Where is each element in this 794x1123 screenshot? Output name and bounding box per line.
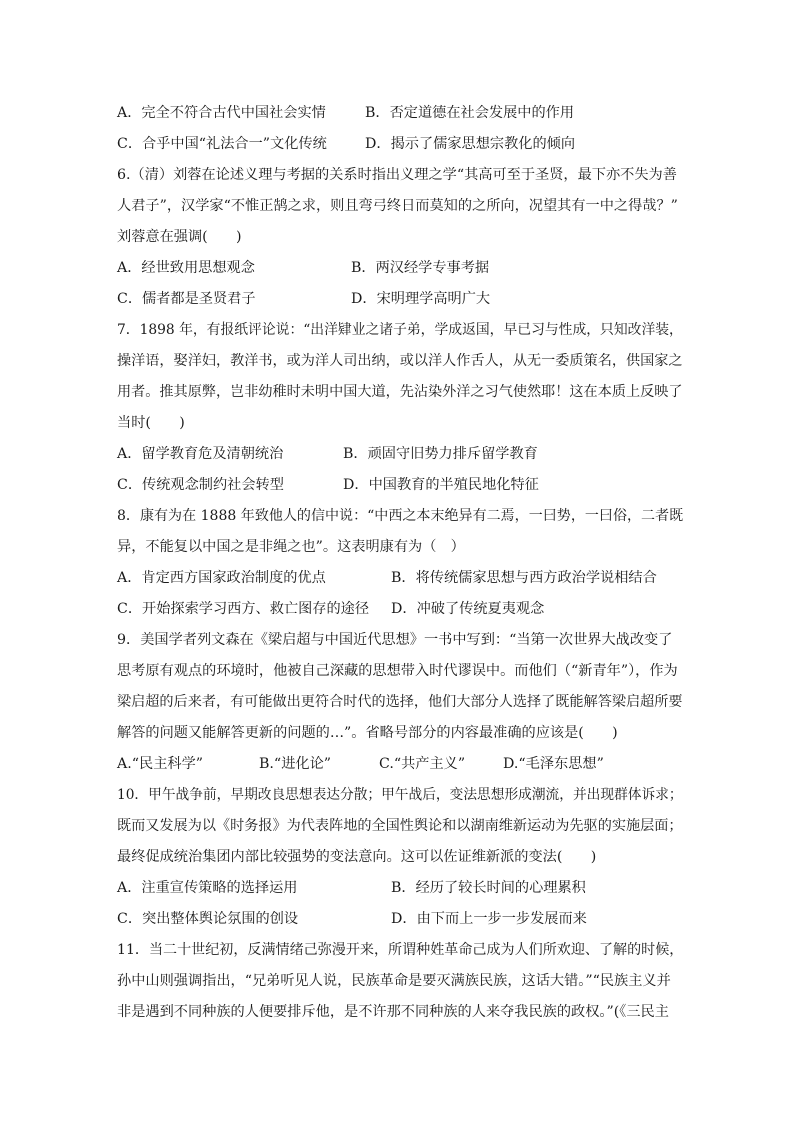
- option-a[interactable]: A．经世致用思想观念: [117, 260, 255, 276]
- option-c[interactable]: C．儒者都是圣贤君子: [117, 291, 256, 307]
- question-stem-line: 思考原有观点的环境时，他被自己深藏的思想带入时代谬误中。而他们（“新青年”），作为: [117, 663, 678, 679]
- option-b[interactable]: B．顽固守旧势力排斥留学教育: [343, 446, 538, 462]
- option-c[interactable]: C．传统观念制约社会转型: [117, 477, 284, 493]
- option-d[interactable]: D．揭示了儒家思想宗教化的倾向: [365, 136, 576, 152]
- option-b[interactable]: B．将传统儒家思想与西方政治学说相结合: [391, 570, 657, 586]
- question-stem-line: 梁启超的后来者，有可能做出更符合时代的选择，他们大部分人选择了既能解答梁启超所要: [117, 694, 683, 710]
- question-stem-line: 既而又发展为以《时务报》为代表阵地的全国性舆论和以湖南维新运动为先驱的实施层面；: [117, 818, 683, 834]
- question-10: [117, 784, 683, 931]
- option-d[interactable]: D．由下而上一步一步发展而来: [391, 911, 587, 927]
- question-6: [117, 164, 683, 311]
- question-stem-line: 非是遇到不同种族的人便要排斥他，是不许那不同种族的人来夺我民族的政权。”(《三民主: [117, 1004, 669, 1020]
- option-row: [117, 133, 683, 156]
- option-a[interactable]: A．注重宣传策略的选择运用: [117, 880, 298, 896]
- question-stem-line: 11．当二十世纪初，反满情绪己弥漫开来，所谓种姓革命己成为人们所欢迎、了解的时候，: [117, 942, 684, 958]
- option-row: [117, 474, 683, 497]
- question-stem-line: 6.（清）刘蓉在论述义理与考据的关系时指出义理之学“其高可至于圣贤，最下亦不失为善: [117, 167, 677, 183]
- question-stem-line: 解答的问题又能解答更新的问题的…”。省略号部分的内容最准确的应该是( ): [117, 725, 618, 741]
- question-11: [117, 939, 683, 1024]
- question-stem-line: 当时( ): [117, 415, 185, 431]
- option-row: [117, 443, 683, 466]
- option-b[interactable]: B．经历了较长时间的心理累积: [391, 880, 586, 896]
- option-row: [117, 102, 683, 125]
- question-stem-line: 7．1898 年，有报纸评论说：“出洋肄业之诸子弟，学成返国，早已习与性成，只知改洋装，: [117, 322, 683, 338]
- option-a[interactable]: A．肯定西方国家政治制度的优点: [117, 570, 326, 586]
- option-d[interactable]: D.“毛泽东思想”: [503, 756, 604, 772]
- question-stem-line: 孙中山则强调指出，“兄弟听见人说，民族革命是要灭满族民族，这话大错。”“民族主义并: [117, 973, 671, 989]
- option-d[interactable]: D．中国教育的半殖民地化特征: [343, 477, 539, 493]
- question-9: [117, 629, 683, 776]
- question-stem-line: 9．美国学者列文森在《梁启超与中国近代思想》一书中写到：“当第一次世界大战改变了: [117, 632, 673, 648]
- question-stem-line: 最终促成统治集团内部比较强势的变法意向。这可以佐证维新派的变法( ): [117, 849, 597, 865]
- exam-page: [117, 102, 683, 1024]
- option-c[interactable]: C．突出整体舆论氛围的创设: [117, 911, 299, 927]
- option-row: [117, 288, 683, 311]
- option-a[interactable]: A．留学教育危及清朝统治: [117, 446, 284, 462]
- question-stem-line: 异，不能复以中国之是非绳之也”。这表明康有为（ ）: [117, 539, 465, 555]
- option-d[interactable]: D．冲破了传统夏夷观念: [391, 601, 545, 617]
- question-stem-line: 8．康有为在 1888 年致他人的信中说：“中西之本末绝异有二焉，一曰势，一曰俗，二者既: [117, 508, 684, 524]
- question-stem-line: 用者。推其原弊，岂非幼稚时未明中国大道，先沾染外洋之习气使然耶！这在本质上反映了: [117, 384, 683, 400]
- option-b[interactable]: B．否定道德在社会发展中的作用: [365, 105, 575, 121]
- option-row: [117, 567, 683, 590]
- option-c[interactable]: C．开始探索学习西方、救亡图存的途径: [117, 601, 370, 617]
- question-stem-line: 人君子”，汉学家“不惟正鹄之求，则且弯弓终日而莫知的之所向，况望其有一中之得哉？”: [117, 198, 678, 214]
- option-a[interactable]: A．完全不符合古代中国社会实情: [117, 105, 326, 121]
- question-stem-line: 刘蓉意在强调( ): [117, 229, 242, 245]
- option-c[interactable]: C.“共产主义”: [379, 756, 466, 772]
- option-row: [117, 908, 683, 931]
- option-row: [117, 598, 683, 621]
- option-b[interactable]: B．两汉经学专事考据: [351, 260, 490, 276]
- option-d[interactable]: D．宋明理学高明广大: [351, 291, 491, 307]
- question-8: [117, 505, 683, 621]
- option-a[interactable]: A.“民主科学”: [117, 756, 204, 772]
- option-b[interactable]: B.“进化论”: [259, 756, 332, 772]
- option-row: [117, 257, 683, 280]
- question-5-options: [117, 102, 683, 156]
- question-stem-line: 操洋语，娶洋妇，教洋书，或为洋人司出纳，或以洋人作舌人，从无一委质策名，供国家之: [117, 353, 683, 369]
- question-7: [117, 319, 683, 497]
- option-row: [117, 753, 683, 776]
- option-c[interactable]: C．合乎中国“礼法合一”文化传统: [117, 136, 327, 152]
- question-stem-line: 10．甲午战争前，早期改良思想表达分散；甲午战后，变法思想形成潮流，并出现群体诉求；: [117, 787, 683, 803]
- option-row: [117, 877, 683, 900]
